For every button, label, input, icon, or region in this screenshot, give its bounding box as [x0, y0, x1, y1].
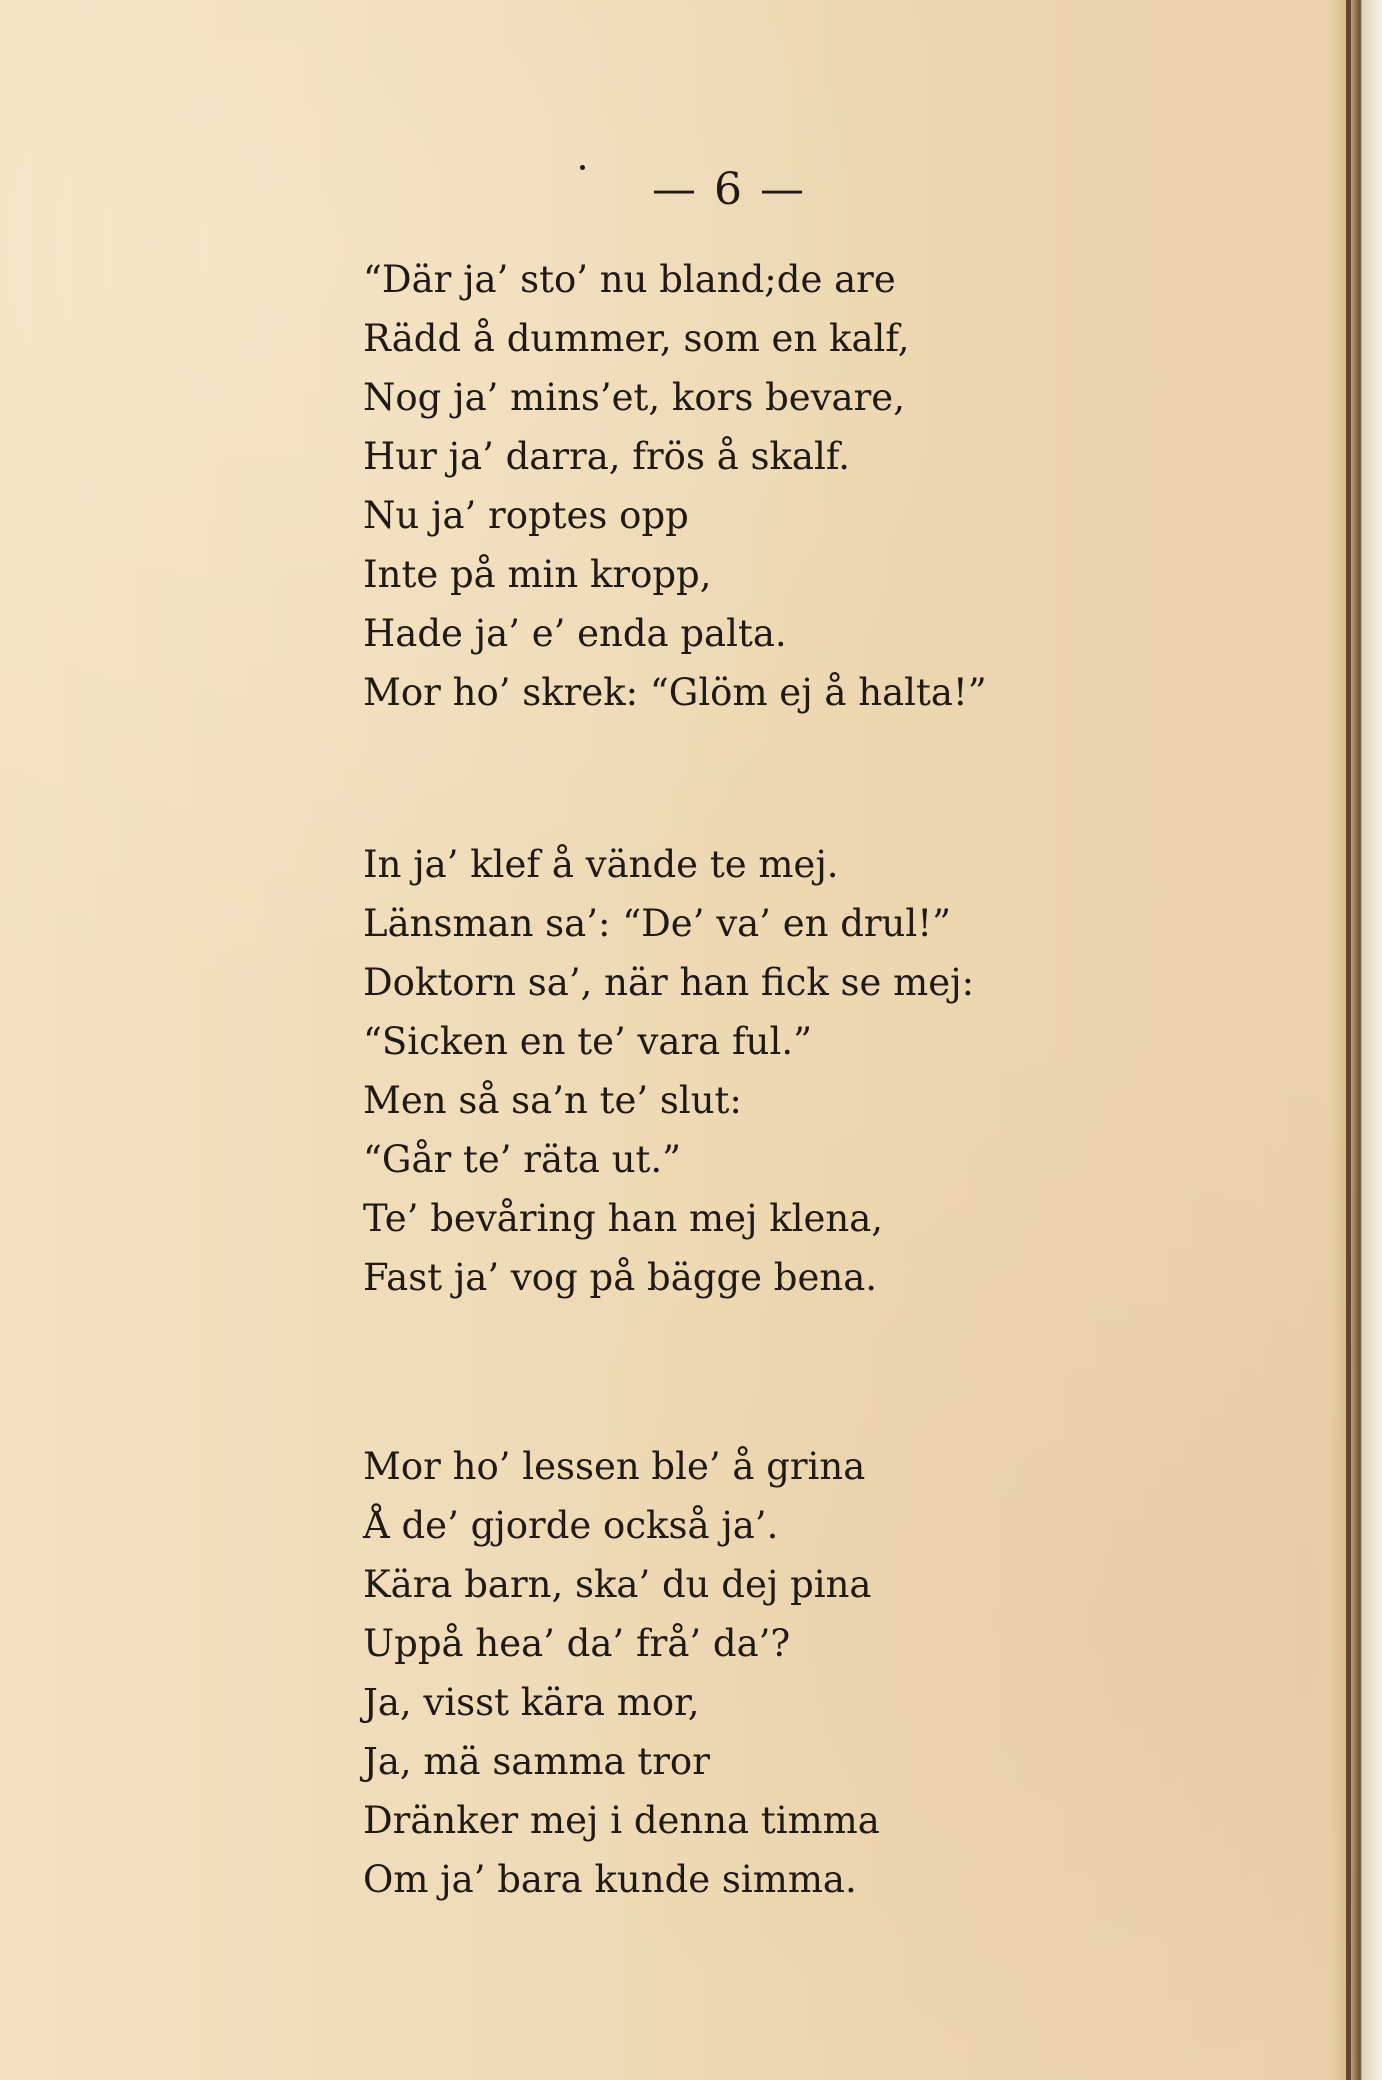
- stanza-3: [363, 1437, 1123, 1909]
- stanza-3-line-2: Å de’ gjorde också ja’.: [363, 1504, 779, 1547]
- stanza-1-line-6: Inte på min kropp,: [363, 553, 712, 596]
- stanza-3-line-4: Uppå hea’ da’ frå’ da’?: [363, 1622, 791, 1665]
- stanza-2-line-4: “Sicken en te’ vara ful.”: [363, 1020, 813, 1063]
- stanza-2: [363, 835, 1123, 1307]
- stanza-2-line-7: Te’ bevåring han mej klena,: [363, 1197, 884, 1240]
- stanza-3-line-5: Ja, visst kära mor,: [363, 1681, 700, 1724]
- stanza-1-line-2: Rädd å dummer, som en kalf,: [363, 317, 910, 360]
- page-edge-shadow: [1330, 0, 1382, 2080]
- stanza-3-line-1: Mor ho’ lessen ble’ å grina: [363, 1445, 866, 1488]
- stanza-1-line-4: Hur ja’ darra, frös å skalf.: [363, 435, 850, 478]
- stanza-2-line-6: “Går te’ räta ut.”: [363, 1138, 682, 1181]
- stanza-3-line-7: Dränker mej i denna timma: [363, 1799, 880, 1842]
- stanza-2-line-2: Länsman sa’: “De’ va’ en drul!”: [363, 902, 952, 945]
- stanza-3-line-8: Om ja’ bara kunde simma.: [363, 1858, 857, 1901]
- stanza-2-line-3: Doktorn sa’, när han fick se mej:: [363, 961, 975, 1004]
- stanza-2-line-8: Fast ja’ vog på bägge bena.: [363, 1256, 878, 1299]
- stanza-3-line-6: Ja, mä samma tror: [363, 1740, 710, 1783]
- stanza-1-line-7: Hade ja’ e’ enda palta.: [363, 612, 787, 655]
- stanza-2-line-5: Men så sa’n te’ slut:: [363, 1079, 742, 1122]
- printing-dot: [580, 165, 585, 170]
- stanza-1-line-1: “Där ja’ sto’ nu bland;de are: [363, 258, 896, 301]
- stanza-1: [363, 250, 1123, 722]
- stanza-1-line-3: Nog ja’ mins’et, kors bevare,: [363, 376, 905, 419]
- stanza-3-line-3: Kära barn, ska’ du dej pina: [363, 1563, 872, 1606]
- stanza-1-line-8: Mor ho’ skrek: “Glöm ej å halta!”: [363, 671, 987, 714]
- page-edge-line: [1346, 0, 1351, 2080]
- page-number: — 6 —: [652, 163, 806, 215]
- stanza-1-line-5: Nu ja’ roptes opp: [363, 494, 689, 537]
- page-header: [594, 160, 864, 218]
- stanza-2-line-1: In ja’ klef å vände te mej.: [363, 843, 839, 886]
